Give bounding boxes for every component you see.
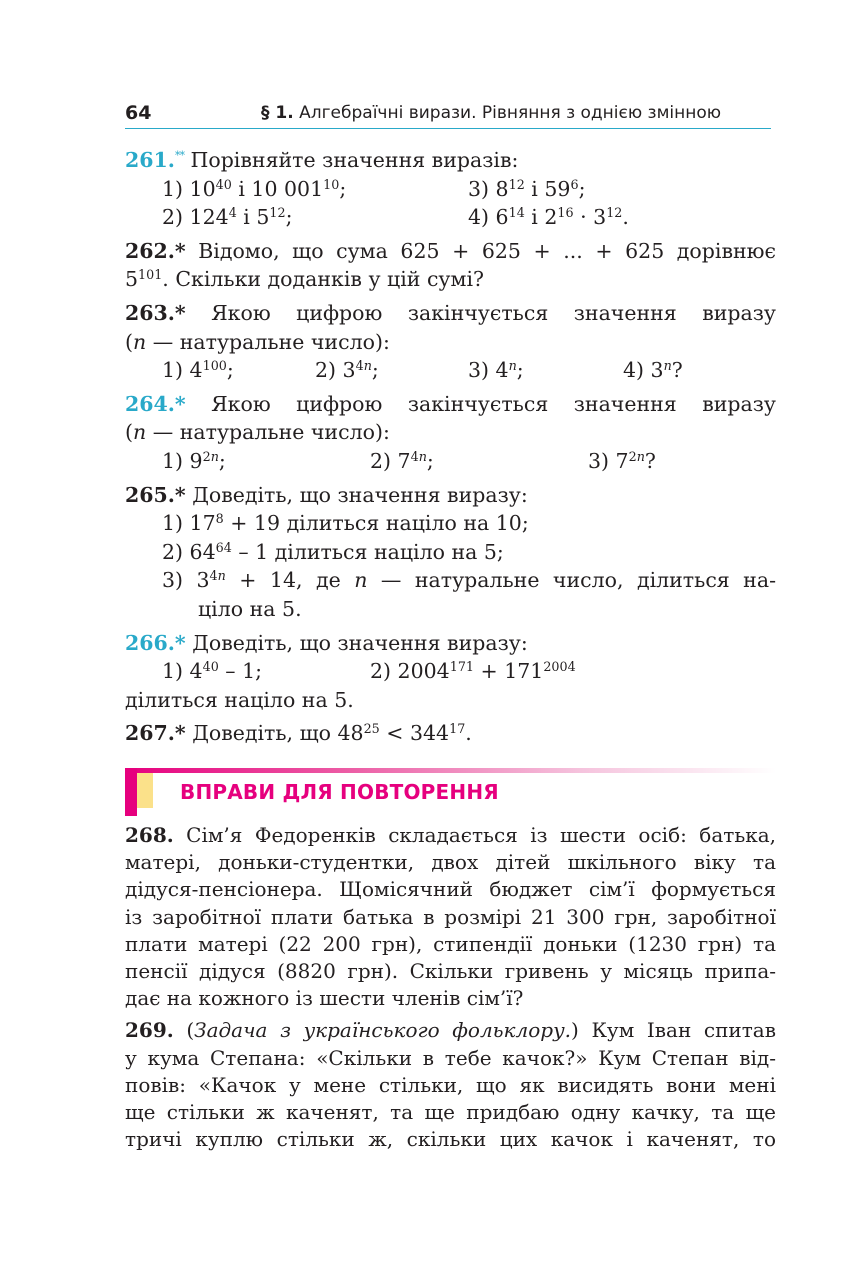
page-header <box>125 100 771 129</box>
problem-266: 266.* Доведіть, що значення виразу: <box>125 630 528 655</box>
problem-265: 265.* Доведіть, що значення виразу: <box>125 482 528 507</box>
problem-264-items: 1) $9^{2n}$; 2) $7^{4n}$; 3) $7^{2n}$? <box>162 448 656 473</box>
banner-gradient-line <box>125 768 776 773</box>
difficulty-marker: ** <box>174 149 184 163</box>
banner-title: ВПРАВИ ДЛЯ ПОВТОРЕННЯ <box>180 780 499 804</box>
problem-261: 261.** Порівняйте значення виразів: <box>125 148 519 172</box>
problem-261-row1: 1) $10^{40}$ і 10 $001^{10}$; 3) $8^{12}$ і $59^6$; <box>162 176 586 201</box>
banner-magenta-bar <box>125 768 137 816</box>
problem-268: 268. Сім’я Федоренків складається із шести осіб: батька, <box>125 823 777 847</box>
review-problems: 268. Сім’я Федоренків складається із шести осіб: батька, матері, доньки-студентки, двох дітей шкільного віку та дідуся-пенсіонера. Щомісячний бюджет сім’ї формується із заробітної плати батька в розмірі 21 300 грн, заробітної плати матері (22 200 грн), стипендії доньки (1230 грн) та пенсії дідуся (8820 грн). Скільки гривень у місяць припа- дає на кожного із шести членів сім’ї? 269. (Задача з українського фольклору.) Кум Іван спитав у кума Степана: «Скільки в тебе качок?» Кум Степан від- повів: «Качок у мене стільки, що як висидять вони мені ще стільки ж каченят, та ще придбаю одну качку, та ще тричі куплю стільки ж, скільки цих качок і каченят, то <box>125 823 777 1152</box>
problems-block: 261.** Порівняйте значення виразів: 1) $10^{40}$ і 10 $001^{10}$; 3) $8^{12}$ і $59^6$; 2) $124^4$ і $5^{12}$; 4) $6^{14}$ і $2^{16} \cdot 3^{12}$. 262.* Відомо, що сума 625 + 625 + ... + 625 дорівнює $5^{101}$. Скільки доданків у цій сумі? 263.* Якою цифрою закінчується значення виразу (n — натуральне число): 1) $4^{100}$; 2) $3^{4n}$; 3) 4$^n$; 4) 3$^n$? 264.* Якою цифрою закінчується значення виразу (n — натуральне число): 1) $9^{2n}$; 2) $7^{4n}$; 3) $7^{2n}$? 265.* Доведіть, що значення виразу: 1) $17^8 + 19$ ділиться націло на 10; 2) $64^{64} - 1$ ділиться націло на 5; 3) $3^{4n} + 14$, де n — натуральне число, ділиться на- ціло на 5. 266.* Доведіть, що значення виразу: 1) $4^{40} - 1$; 2) $2004^{171} + 171^{2004}$ ділиться націло на 5. 267.* Доведіть, що $48^{25} < 344^{17}$. <box>125 146 776 748</box>
problem-269: 269. (Задача з українського фольклору.) Кум Іван спитав <box>125 1018 776 1043</box>
section-title: § 1. Алгебраїчні вирази. Рівняння з однією змінною <box>261 103 722 123</box>
problem-267: 267.* Доведіть, що $48^{25} < 344^{17}$. <box>125 721 472 746</box>
problem-261-row2: 2) $124^4$ і $5^{12}$; 4) $6^{14}$ і $2^{16} \cdot 3^{12}$. <box>162 205 629 230</box>
problem-264: 264.* Якою цифрою закінчується значення виразу <box>125 391 776 416</box>
section-banner <box>125 768 776 818</box>
page-number: 64 <box>125 102 152 124</box>
banner-yellow-bar <box>137 773 153 808</box>
problem-262: 262.* Відомо, що сума 625 + 625 + ... + 625 дорівнює <box>125 238 776 263</box>
problem-263-items: 1) $4^{100}$; 2) $3^{4n}$; 3) 4$^n$; 4) 3$^n$? <box>162 358 683 383</box>
problem-263: 263.* Якою цифрою закінчується значення виразу <box>125 300 776 325</box>
